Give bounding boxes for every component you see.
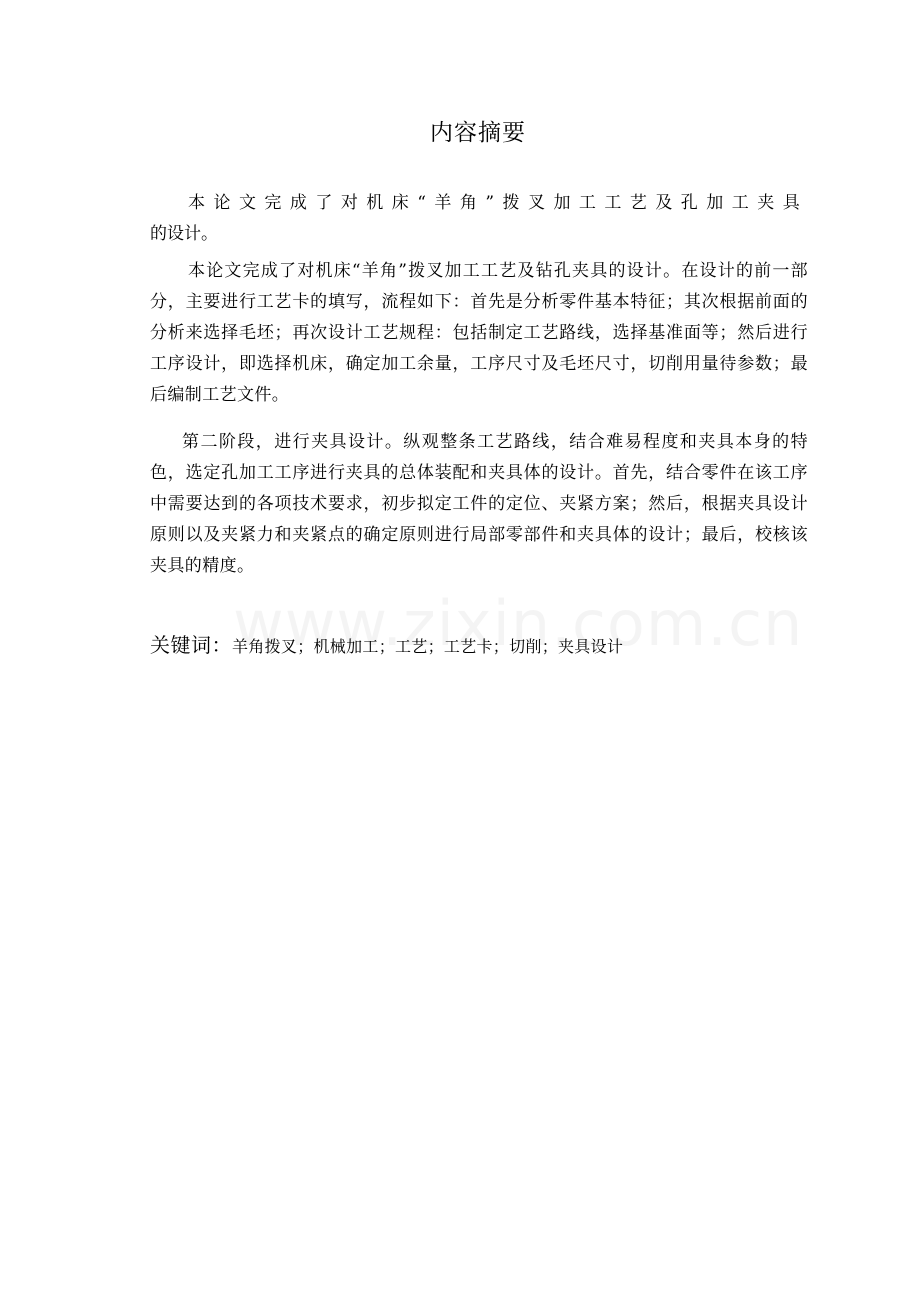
keywords-label: 关键词： xyxy=(150,633,232,657)
abstract-paragraph-1 xyxy=(150,188,808,250)
abstract-paragraph-1-main: 本论文完成了对机床“羊角”拨叉加工工艺及孔加工夹具 xyxy=(188,193,808,213)
keywords-line xyxy=(150,630,830,662)
abstract-paragraph-3: 第二阶段，进行夹具设计。纵观整条工艺路线，结合难易程度和夹具本身的特色，选定孔加工工序进行夹具的总体装配和夹具体的设计。首先，结合零件在该工序中需要达到的各项技术要求，初步拟定工件的定位、夹紧方案；然后，根据夹具设计原则以及夹紧力和夹紧点的确定原则进行局部零部件和夹具体的设计；最后，校核该夹具的精度。 xyxy=(150,432,808,576)
abstract-paragraph-1-tail: 的设计。 xyxy=(150,224,218,244)
page-title: 内容摘要 xyxy=(430,120,526,146)
abstract-paragraph-2: 本论文完成了对机床“羊角”拨叉加工工艺及钻孔夹具的设计。在设计的前一部分，主要进行工艺卡的填写，流程如下：首先是分析零件基本特征；其次根据前面的分析来选择毛坯；再次设计工艺规程：包括制定工艺路线，选择基准面等；然后进行工序设计，即选择机床，确定加工余量，工序尺寸及毛坯尺寸，切削用量待参数；最后编制工艺文件。 xyxy=(150,261,808,405)
keywords-text: 羊角拨叉；机械加工；工艺；工艺卡；切削；夹具设计 xyxy=(232,637,624,656)
